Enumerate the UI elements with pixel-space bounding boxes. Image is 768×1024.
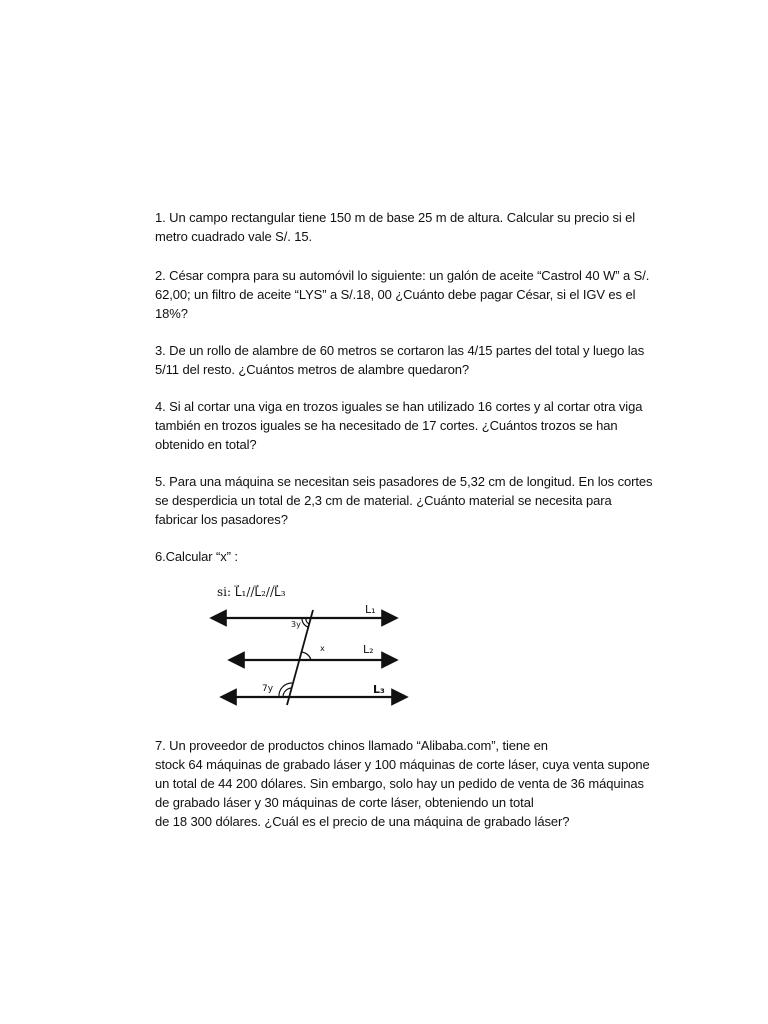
parallel-condition: si: L⃗₁//L⃗₂//L⃗₃ [217,585,286,599]
problem-1-line-2: metro cuadrado vale S/. 15. [155,229,313,244]
problem-2 [155,266,675,323]
problem-2-line-1: 2. César compra para su automóvil lo siguiente: un galón de aceite “Castrol 40 W” a S/. [155,268,650,283]
problem-1-line-1: 1. Un campo rectangular tiene 150 m de base 25 m de altura. Calcular su precio si el [155,210,636,225]
problem-7-line-4: de grabado láser y 30 máquinas de corte láser, obteniendo un total [155,795,534,810]
problem-7 [155,736,675,831]
problem-5-line-1: 5. Para una máquina se necesitan seis pasadores de 5,32 cm de longitud. En los cortes [155,474,653,489]
angle-x-arc [301,652,311,660]
problem-6 [155,547,675,566]
problem-5 [155,472,675,529]
problem-1 [155,208,675,246]
label-angle-x: x [320,644,325,653]
label-l2: L₂ [363,643,374,656]
problem-3 [155,341,675,379]
problem-2-line-2: 62,00; un filtro de aceite “LYS” a S/.18, 00 ¿Cuánto debe pagar César, si el IGV es el [155,287,636,302]
label-l3: L₃ [373,683,385,696]
parallel-lines-diagram [210,580,400,710]
label-l1: L₁ [365,603,376,616]
problem-4-line-3: obtenido en total? [155,437,257,452]
problem-4-line-1: 4. Si al cortar una viga en trozos iguales se han utilizado 16 cortes y al cortar otra viga [155,399,643,414]
label-angle-7y: 7y [262,684,274,694]
problem-7-line-3: un total de 44 200 dólares. Sin embargo, solo hay un pedido de venta de 36 máquinas [155,776,644,791]
problem-7-line-1: 7. Un proveedor de productos chinos llamado “Alibaba.com”, tiene en [155,738,548,753]
parallel-lines-figure [210,580,400,710]
problem-3-line-1: 3. De un rollo de alambre de 60 metros se cortaron las 4/15 partes del total y luego las [155,343,645,358]
problem-5-line-2: se desperdicia un total de 2,3 cm de material. ¿Cuánto material se necesita para [155,493,612,508]
problem-7-line-2: stock 64 máquinas de grabado láser y 100 máquinas de corte láser, cuya venta supone [155,757,650,772]
problem-5-line-3: fabricar los pasadores? [155,512,288,527]
problem-3-line-2: 5/11 del resto. ¿Cuántos metros de alambre quedaron? [155,362,469,377]
problem-4 [155,397,675,454]
problem-7-line-5: de 18 300 dólares. ¿Cuál es el precio de una máquina de grabado láser? [155,814,570,829]
problem-6-line-1: 6.Calcular “x” : [155,549,238,564]
label-angle-3y: 3y [291,620,301,629]
problem-2-line-3: 18%? [155,306,188,321]
problem-4-line-2: también en trozos iguales se ha necesitado de 17 cortes. ¿Cuántos trozos se han [155,418,618,433]
